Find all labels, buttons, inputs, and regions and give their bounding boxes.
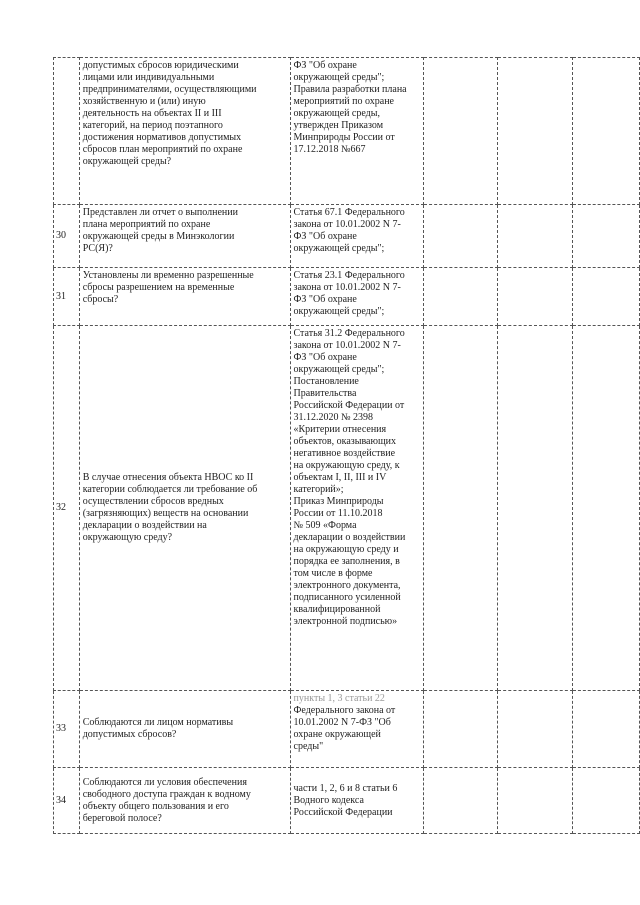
law-reference-cell: Статья 67.1 Федерального закона от 10.01.2002 N 7- ФЗ "Об охране окружающей среды"; (290, 205, 424, 268)
question-cell: допустимых сбросов юридическими лицами или индивидуальными предпринимателями, осуществляющими хозяйственную и (или) иную деятельность на объектах II и III категорий, на период поэтапного достижения нормативов допустимых сбросов план мероприятий по охране окружающей среды? (79, 58, 290, 205)
answer-yes-cell (424, 205, 497, 268)
answer-no-cell (497, 268, 572, 326)
answer-no-cell (497, 58, 572, 205)
law-reference-cell: Статья 23.1 Федерального закона от 10.01.2002 N 7- ФЗ "Об охране окружающей среды"; (290, 268, 424, 326)
answer-no-cell (497, 768, 572, 834)
law-reference-text: Федерального закона от 10.01.2002 N 7-ФЗ "Об охране окружающей среды" (293, 705, 396, 752)
row-number (54, 58, 80, 205)
question-cell: Соблюдаются ли лицом нормативы допустимых сбросов? (79, 691, 290, 768)
answer-yes-cell (424, 691, 497, 768)
question-cell: В случае отнесения объекта НВОС ко II категории соблюдается ли требование об осуществлении сбросов вредных (загрязняющих) веществ на основании декларации о воздействии на окружающую среду? (79, 326, 290, 691)
question-cell: Представлен ли отчет о выполнении плана мероприятий по охране окружающей среды в Минэкологии РС(Я)? (79, 205, 290, 268)
table-row (54, 768, 640, 834)
note-cell (572, 691, 639, 768)
law-reference-cell (290, 691, 424, 768)
answer-no-cell (497, 326, 572, 691)
answer-yes-cell (424, 768, 497, 834)
note-cell (572, 326, 639, 691)
question-cell: Установлены ли временно разрешенные сбросы разрешением на временные сбросы? (79, 268, 290, 326)
note-cell (572, 58, 639, 205)
answer-no-cell (497, 691, 572, 768)
law-reference-cell: Статья 31.2 Федерального закона от 10.01.2002 N 7- ФЗ "Об охране окружающей среды"; Постановление Правительства Российской Федерации от 31.12.2020 № 2398 «Критерии отнесения объектов, оказывающих негативное воздействие на окружающую среду, к объектам I, II, III и IV категорий»; Приказ Минприроды России от 11.10.2018 № 509 «Форма декларации о воздействии на окружающую среду и порядка ее заполнения, в том числе в форме электронного документа, подписанного усиленной квалифицированной электронной подписью» (290, 326, 424, 691)
law-reference-cell: части 1, 2, 6 и 8 статьи 6 Водного кодекса Российской Федерации (290, 768, 424, 834)
row-number: 30 (54, 205, 80, 268)
table-row (54, 691, 640, 768)
table-row (54, 326, 640, 691)
law-reference-cell: ФЗ "Об охране окружающей среды"; Правила разработки плана мероприятий по охране окружающей среды, утвержден Приказом Минприроды России от 17.12.2018 №667 (290, 58, 424, 205)
answer-yes-cell (424, 326, 497, 691)
row-number: 33 (54, 691, 80, 768)
answer-yes-cell (424, 58, 497, 205)
question-cell: Соблюдаются ли условия обеспечения свободного доступа граждан к водному объекту общего пользования и его береговой полосе? (79, 768, 290, 834)
row-number: 32 (54, 326, 80, 691)
table-row (54, 58, 640, 205)
answer-yes-cell (424, 268, 497, 326)
table-row (54, 205, 640, 268)
note-cell (572, 768, 639, 834)
table-row (54, 268, 640, 326)
answer-no-cell (497, 205, 572, 268)
row-number: 31 (54, 268, 80, 326)
row-number: 34 (54, 768, 80, 834)
note-cell (572, 268, 639, 326)
note-cell (572, 205, 639, 268)
law-reference-faded-line: пункты 1, 3 статьи 22 (293, 693, 385, 704)
checklist-table (53, 57, 640, 834)
